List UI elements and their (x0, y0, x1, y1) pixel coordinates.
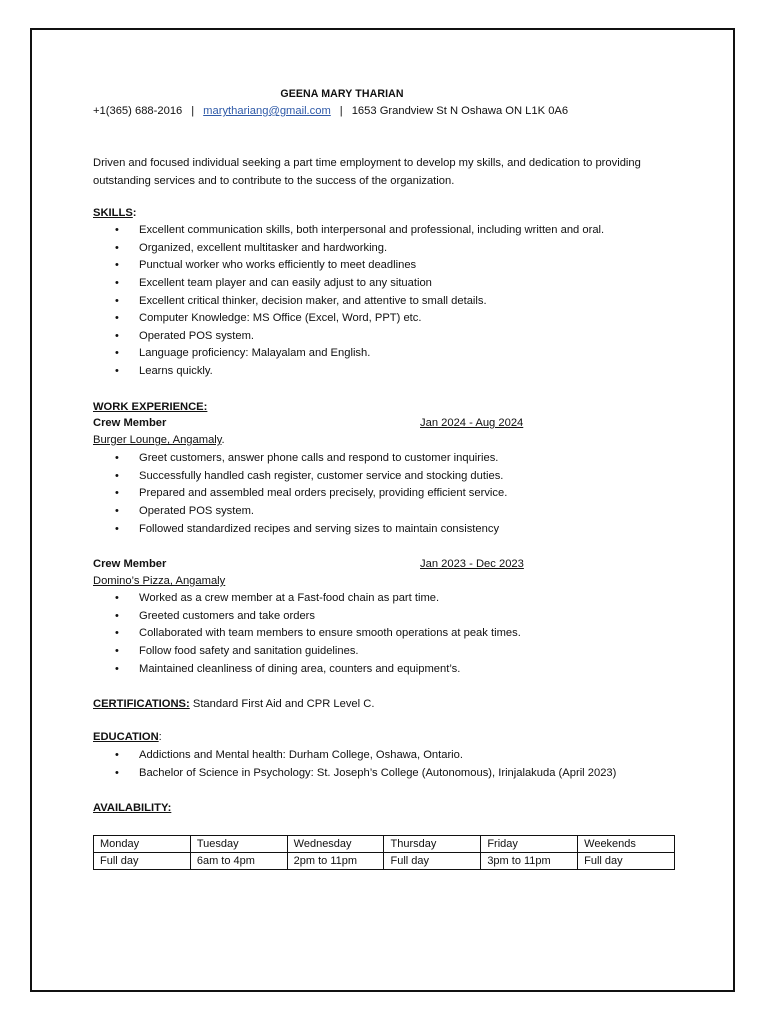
job-employer (93, 434, 225, 446)
employer-name: Burger Lounge, Angamaly (93, 434, 222, 446)
contact-separator: | (191, 105, 195, 117)
certifications-line (93, 698, 374, 710)
hours-cell: Full day (384, 853, 481, 870)
skill-item: • Operated POS system. (93, 328, 604, 346)
education-item: • Bachelor of Science in Psychology: St. Joseph’s College (Autonomous), Irinjalakuda (April 2023) (93, 765, 616, 783)
job-dates: Jan 2024 - Aug 2024 (420, 417, 524, 429)
skill-item: • Excellent communication skills, both interpersonal and professional, including written and oral. (93, 222, 604, 240)
day-cell: Monday (94, 836, 191, 853)
summary-paragraph: Driven and focused individual seeking a part time employment to develop my skills, and dedication to providing outstanding services and to contribute to the success of the organization. (93, 157, 641, 187)
job-title: Crew Member (93, 558, 167, 570)
skill-item: • Excellent critical thinker, decision maker, and attentive to small details. (93, 293, 604, 311)
education-heading (93, 731, 162, 743)
skills-list (93, 222, 604, 381)
hours-cell: 2pm to 11pm (287, 853, 384, 870)
skill-item: • Organized, excellent multitasker and hardworking. (93, 240, 604, 258)
job-duty-item: • Operated POS system. (93, 503, 507, 521)
email-link[interactable]: marythariang@gmail.com (203, 105, 331, 117)
skill-item: • Excellent team player and can easily adjust to any situation (93, 275, 604, 293)
skills-heading-text: SKILLS (93, 207, 133, 219)
address: 1653 Grandview St N Oshawa ON L1K 0A6 (351, 105, 569, 117)
job-dates: Jan 2023 - Dec 2023 (420, 558, 524, 570)
day-cell: Wednesday (287, 836, 384, 853)
education-list (93, 747, 616, 782)
skill-item: • Learns quickly. (93, 363, 604, 381)
skill-item: • Language proficiency: Malayalam and English. (93, 345, 604, 363)
job-duty-item: • Greeted customers and take orders (93, 608, 521, 626)
education-heading-text: EDUCATION (93, 731, 159, 743)
job-duty-item: • Prepared and assembled meal orders precisely, providing efficient service. (93, 485, 507, 503)
job-duty-item: • Worked as a crew member at a Fast-food chain as part time. (93, 590, 521, 608)
job-duty-item: • Follow food safety and sanitation guidelines. (93, 643, 521, 661)
phone-number: +1(365) 688-2016 (93, 105, 183, 117)
day-cell: Friday (481, 836, 578, 853)
availability-days-row (94, 836, 675, 853)
job-title: Crew Member (93, 417, 167, 429)
hours-cell: 3pm to 11pm (481, 853, 578, 870)
work-experience-heading: WORK EXPERIENCE: (93, 401, 208, 413)
skills-heading (93, 207, 137, 219)
job-duty-item: • Collaborated with team members to ensure smooth operations at peak times. (93, 625, 521, 643)
day-cell: Tuesday (190, 836, 287, 853)
hours-cell: Full day (94, 853, 191, 870)
skill-item: • Computer Knowledge: MS Office (Excel, Word, PPT) etc. (93, 310, 604, 328)
certifications-text: Standard First Aid and CPR Level C. (189, 698, 375, 710)
availability-hours-row (94, 853, 675, 870)
certifications-heading: CERTIFICATIONS: (93, 698, 190, 710)
education-item: • Addictions and Mental health: Durham College, Oshawa, Ontario. (93, 747, 616, 765)
job-duty-item: • Successfully handled cash register, customer service and stocking duties. (93, 468, 507, 486)
availability-table (93, 835, 675, 870)
contact-line (93, 105, 568, 117)
employer-suffix: . (221, 434, 225, 446)
job-duty-item: • Followed standardized recipes and serving sizes to maintain consistency (93, 521, 507, 539)
job-employer (93, 575, 225, 587)
job-duties-list (93, 450, 507, 538)
skill-item: • Punctual worker who works efficiently to meet deadlines (93, 257, 604, 275)
day-cell: Weekends (578, 836, 675, 853)
skills-heading-colon: : (132, 207, 137, 219)
hours-cell: 6am to 4pm (190, 853, 287, 870)
day-cell: Thursday (384, 836, 481, 853)
contact-separator: | (339, 105, 343, 117)
education-heading-colon: : (158, 731, 162, 743)
availability-heading: AVAILABILITY: (93, 802, 172, 814)
hours-cell: Full day (578, 853, 675, 870)
employer-name: Domino’s Pizza, Angamaly (93, 575, 226, 587)
job-duty-item: • Maintained cleanliness of dining area, counters and equipment’s. (93, 661, 521, 679)
job-duties-list (93, 590, 521, 678)
job-duty-item: • Greet customers, answer phone calls and respond to customer inquiries. (93, 450, 507, 468)
applicant-name: GEENA MARY THARIAN (280, 88, 404, 100)
